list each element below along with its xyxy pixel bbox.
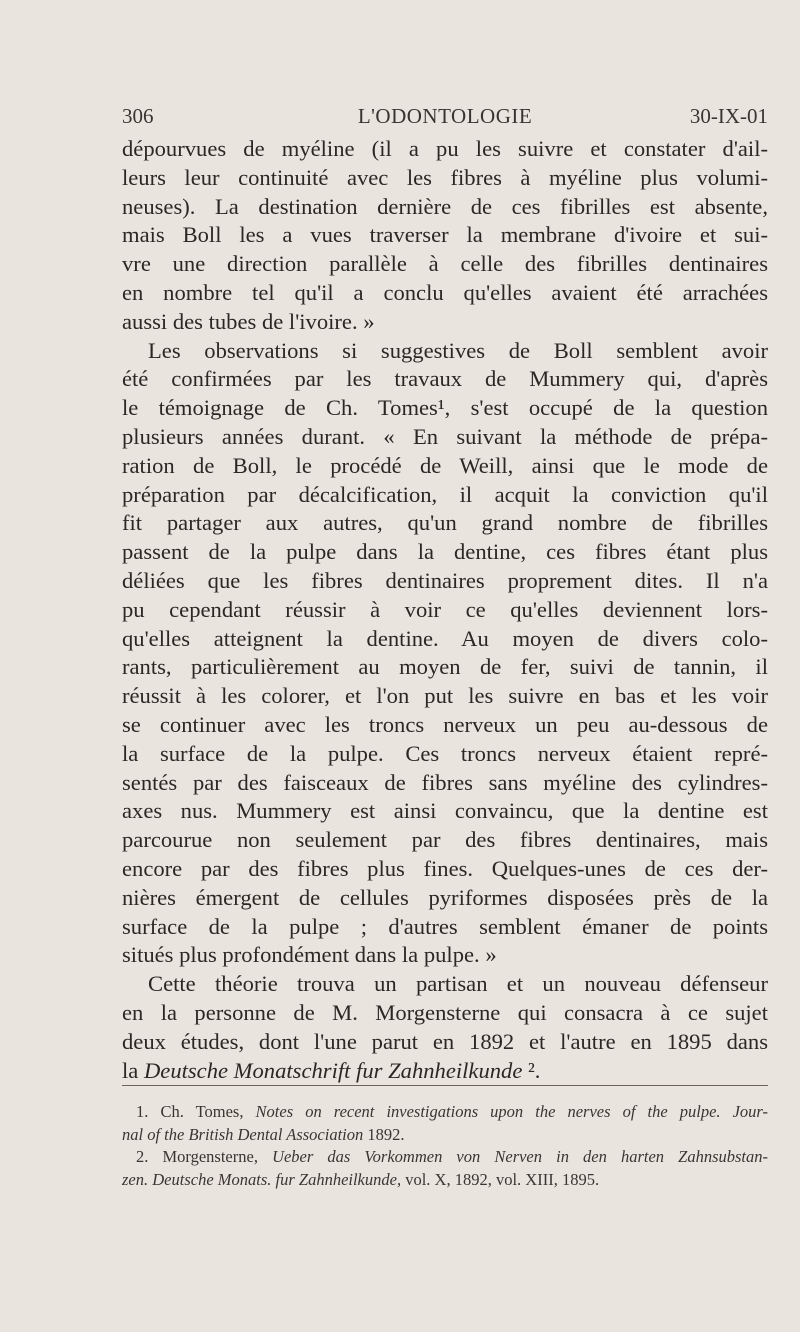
- body-line: nières émergent de cellules pyriformes disposées près de la: [122, 884, 768, 910]
- footnote-1-line-1: 1. Ch. Tomes, Notes on recent investigations upon the nerves of the pulpe. Jour-: [136, 1102, 768, 1121]
- running-header: [122, 104, 768, 130]
- body-line: parcourue non seulement par des fibres dentinaires, mais: [122, 827, 768, 853]
- body-line: en nombre tel qu'il a conclu qu'elles avaient été arrachées: [122, 279, 768, 305]
- footnote-rule: [122, 1085, 768, 1086]
- body-line: préparation par décalcification, il acquit la conviction qu'il: [122, 481, 768, 507]
- footnotes: [122, 1101, 768, 1191]
- issue-date: 30-IX-01: [689, 104, 768, 128]
- body-line: été confirmées par les travaux de Mummery qui, d'après: [122, 366, 768, 392]
- body-line: ration de Boll, le procédé de Weill, ainsi que le mode de: [122, 452, 768, 478]
- body-line: mais Boll les a vues traverser la membrane d'ivoire et sui-: [122, 222, 768, 248]
- body-line: plusieurs années durant. « En suivant la méthode de prépa-: [122, 423, 768, 449]
- body-line: dépourvues de myéline (il a pu les suivre et constater d'ail-: [122, 136, 768, 161]
- body-line: vre une direction parallèle à celle des fibrilles dentinaires: [122, 251, 768, 277]
- body-line: Les observations si suggestives de Boll semblent avoir: [148, 337, 768, 363]
- body-line: la surface de la pulpe. Ces troncs nerveux étaient repré-: [122, 740, 768, 766]
- body-line: réussit à les colorer, et l'on put les suivre en bas et les voir: [122, 683, 768, 709]
- body-line: neuses). La destination dernière de ces fibrilles est absente,: [122, 193, 768, 219]
- body-line: passent de la pulpe dans la dentine, ces fibres étant plus: [122, 539, 768, 565]
- footnote-1-line-2: nal of the British Dental Association 1892.: [122, 1124, 405, 1144]
- body-line: encore par des fibres plus fines. Quelques-unes de ces der-: [122, 855, 768, 881]
- body-line: surface de la pulpe ; d'autres semblent émaner de points: [122, 913, 768, 939]
- body-line: qu'elles atteignent la dentine. Au moyen de divers colo-: [122, 625, 768, 651]
- body-line: fit partager aux autres, qu'un grand nombre de fibrilles: [122, 510, 768, 536]
- footnote-2-line-2: zen. Deutsche Monats. fur Zahnheilkunde, vol. X, 1892, vol. XIII, 1895.: [122, 1169, 600, 1189]
- body-line: Cette théorie trouva un partisan et un nouveau défenseur: [148, 971, 768, 997]
- body-line: sentés par des faisceaux de fibres sans myéline des cylindres-: [122, 769, 768, 795]
- body-line: déliées que les fibres dentinaires proprement dites. Il n'a: [122, 567, 768, 593]
- body-line: se continuer avec les troncs nerveux un peu au-dessous de: [122, 711, 768, 737]
- journal-title: Deutsche Monatschrift fur Zahnheilkunde: [143, 1057, 523, 1083]
- running-title: L'ODONTOLOGIE: [357, 104, 533, 128]
- body-line: situés plus profondément dans la pulpe. »: [122, 942, 497, 968]
- body-line: rants, particulièrement au moyen de fer, suivi de tannin, il: [122, 654, 768, 680]
- page-number: 306: [122, 104, 154, 128]
- body-line: pu cependant réussir à voir ce qu'elles deviennent lors-: [122, 596, 768, 622]
- body-text: [122, 135, 768, 1085]
- body-line: en la personne de M. Morgensterne qui consacra à ce sujet: [122, 999, 768, 1025]
- body-line: leurs leur continuité avec les fibres à myéline plus volumi-: [122, 164, 768, 190]
- body-line: aussi des tubes de l'ivoire. »: [122, 308, 375, 334]
- footnote-2-line-1: 2. Morgensterne, Ueber das Vorkommen von Nerven in den harten Zahnsubstan-: [136, 1147, 769, 1166]
- body-line-final: la Deutsche Monatschrift fur Zahnheilkunde ².: [122, 1057, 541, 1083]
- body-line: axes nus. Mummery est ainsi convaincu, que la dentine est: [122, 798, 768, 824]
- body-line: le témoignage de Ch. Tomes¹, s'est occupé de la question: [122, 395, 768, 421]
- body-line: deux études, dont l'une parut en 1892 et l'autre en 1895 dans: [122, 1028, 768, 1054]
